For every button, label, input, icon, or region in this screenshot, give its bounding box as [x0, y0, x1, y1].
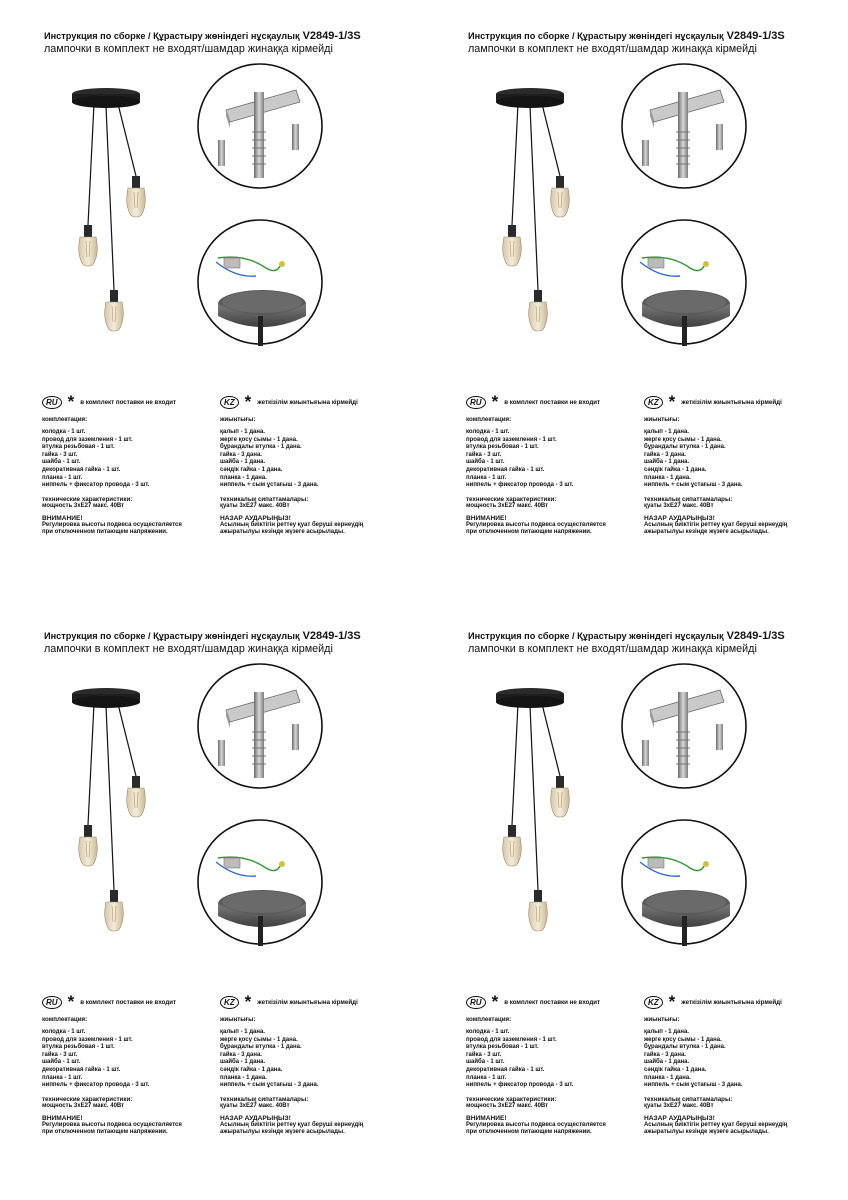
ru-warning-line: Регулировка высоты подвеса осуществляется: [466, 1121, 606, 1128]
list-item: гайка - 3 шт.: [466, 1051, 502, 1058]
list-item: планка - 1 шт.: [42, 1074, 83, 1081]
ru-kit-list: [466, 1029, 656, 1090]
list-item: ниппель + сым ұстағыш - 3 дана.: [220, 1082, 319, 1089]
ru-specs-label: технические характеристики:: [42, 1095, 133, 1103]
kz-warning-line: ажыратылуы кезінде жүзеге асырылады.: [220, 529, 345, 536]
pendant-lamp-illustration: [66, 680, 176, 940]
ru-badge: RU: [42, 396, 62, 409]
list-item: ниппель + фиксатор провода - 3 шт.: [466, 482, 574, 489]
list-item: жерге қосу сымы - 1 дана.: [644, 436, 722, 443]
kz-warning-label: НАЗАР АУДАРЫҢЫЗ!: [220, 1114, 291, 1122]
list-item: гайка - 3 дана.: [220, 1051, 262, 1058]
kz-instructions: [644, 393, 834, 537]
list-item: планка - 1 шт.: [42, 474, 83, 481]
ru-warning-label: ВНИМАНИЕ!: [466, 1114, 507, 1122]
sheet-title: Инструкция по сборке / Құрастыру жөніндегі нұсқаулық V2849-1/3S: [468, 630, 785, 642]
ru-kit-label: комплектация:: [466, 416, 512, 423]
ru-not-included-note: в комплект поставки не входит: [504, 998, 601, 1006]
kz-kit-label: жиынтығы:: [644, 1016, 680, 1023]
list-item: гайка - 3 дана.: [644, 451, 686, 458]
ru-spec-power: мощность 3хЕ27 макс. 40Вт: [466, 502, 549, 509]
sheet-subtitle: лампочки в комплект не входят/шамдар жинаққа кірмейді: [44, 43, 333, 55]
list-item: планка - 1 дана.: [220, 474, 267, 481]
list-item: колодка - 1 шт.: [42, 429, 86, 435]
kz-kit-list: [220, 429, 410, 490]
list-item: втулка резьбовая - 1 шт.: [466, 444, 539, 451]
ru-specs-label: технические характеристики:: [466, 1095, 557, 1103]
ru-instructions: [466, 993, 656, 1137]
list-item: декоративная гайка - 1 шт.: [42, 1066, 121, 1073]
list-item: жерге қосу сымы - 1 дана.: [644, 1036, 722, 1043]
asterisk-icon: *: [244, 992, 252, 1011]
ru-warning-line: при отключенном питающем напряжении.: [466, 529, 592, 536]
list-item: планка - 1 дана.: [644, 474, 691, 481]
ru-specs-label: технические характеристики:: [466, 495, 557, 503]
list-item: сәндік гайка - 1 дана.: [220, 1066, 283, 1073]
list-item: ниппель + фиксатор провода - 3 шт.: [42, 482, 150, 489]
kz-specs-label: техникалық сипаттамалары:: [644, 495, 733, 503]
ru-instructions: [466, 393, 656, 537]
kz-kit-label: жиынтығы:: [644, 416, 680, 423]
sheet-subtitle: лампочки в комплект не входят/шамдар жинаққа кірмейді: [468, 43, 757, 55]
kz-header: [220, 393, 410, 411]
kz-badge: KZ: [644, 396, 663, 409]
pendant-lamp-illustration: [490, 80, 600, 340]
list-item: провод для заземления - 1 шт.: [42, 1036, 133, 1043]
kz-badge: KZ: [644, 996, 663, 1009]
list-item: провод для заземления - 1 шт.: [466, 1036, 557, 1043]
list-item: втулка резьбовая - 1 шт.: [466, 1044, 539, 1051]
ru-spec-power: мощность 3хЕ27 макс. 40Вт: [466, 1102, 549, 1109]
kz-kit-list: [644, 1029, 834, 1090]
list-item: ниппель + сым ұстағыш - 3 дана.: [644, 1082, 743, 1089]
asterisk-icon: *: [491, 992, 499, 1011]
list-item: бұрандалы втулка - 1 дана.: [644, 444, 726, 451]
ru-warning-line: Регулировка высоты подвеса осуществляется: [466, 521, 606, 528]
ru-spec-power: мощность 3хЕ27 макс. 40Вт: [42, 502, 125, 509]
kz-warning-line: ажыратылуы кезінде жүзеге асырылады.: [220, 1129, 345, 1136]
list-item: шайба - 1 дана.: [644, 1059, 690, 1066]
asterisk-icon: *: [67, 392, 75, 411]
list-item: шайба - 1 шт.: [42, 1059, 81, 1066]
ru-warning-line: Регулировка высоты подвеса осуществляется: [42, 521, 182, 528]
list-item: колодка - 1 шт.: [42, 1029, 86, 1035]
model-number: V2849-1/3S: [726, 30, 785, 42]
list-item: қалып - 1 дана.: [644, 1029, 690, 1035]
list-item: втулка резьбовая - 1 шт.: [42, 444, 115, 451]
kz-spec-power: қуаты 3хЕ27 макс. 40Вт: [220, 502, 290, 509]
model-number: V2849-1/3S: [302, 30, 361, 42]
kz-not-included-note: жеткізілім жиынтығына кірмейді: [257, 398, 358, 406]
ru-specs-label: технические характеристики:: [42, 495, 133, 503]
ru-not-included-note: в комплект поставки не входит: [504, 398, 601, 406]
kz-warning-label: НАЗАР АУДАРЫҢЫЗ!: [220, 514, 291, 522]
ru-warning-line: при отключенном питающем напряжении.: [42, 529, 168, 536]
ru-header: [42, 993, 232, 1011]
list-item: шайба - 1 дана.: [220, 459, 266, 466]
pendant-lamp-illustration: [490, 680, 600, 940]
list-item: қалып - 1 дана.: [220, 429, 266, 435]
list-item: декоративная гайка - 1 шт.: [42, 466, 121, 473]
list-item: планка - 1 дана.: [644, 1074, 691, 1081]
ru-kit-label: комплектация:: [466, 1016, 512, 1023]
list-item: қалып - 1 дана.: [220, 1029, 266, 1035]
kz-instructions: [644, 993, 834, 1137]
ru-instructions: [42, 993, 232, 1137]
kz-warning-label: НАЗАР АУДАРЫҢЫЗ!: [644, 514, 715, 522]
kz-not-included-note: жеткізілім жиынтығына кірмейді: [257, 998, 358, 1006]
list-item: декоративная гайка - 1 шт.: [466, 1066, 545, 1073]
list-item: гайка - 3 шт.: [42, 1051, 78, 1058]
kz-badge: KZ: [220, 396, 239, 409]
list-item: қалып - 1 дана.: [644, 429, 690, 435]
sheet-subtitle: лампочки в комплект не входят/шамдар жинаққа кірмейді: [468, 643, 757, 655]
list-item: бұрандалы втулка - 1 дана.: [220, 1044, 302, 1051]
mounting-bracket-detail: [196, 662, 324, 790]
kz-warning-line: Асылның биіктігін реттеу қуат беруші кернеудің: [220, 1121, 364, 1128]
asterisk-icon: *: [67, 992, 75, 1011]
list-item: сәндік гайка - 1 дана.: [644, 1066, 707, 1073]
kz-spec-power: қуаты 3хЕ27 макс. 40Вт: [644, 502, 714, 509]
list-item: провод для заземления - 1 шт.: [42, 436, 133, 443]
list-item: декоративная гайка - 1 шт.: [466, 466, 545, 473]
list-item: шайба - 1 шт.: [466, 1059, 505, 1066]
kz-warning-line: ажыратылуы кезінде жүзеге асырылады.: [644, 1129, 769, 1136]
list-item: ниппель + фиксатор провода - 3 шт.: [466, 1082, 574, 1089]
list-item: гайка - 3 шт.: [42, 451, 78, 458]
kz-kit-list: [220, 1029, 410, 1090]
kz-not-included-note: жеткізілім жиынтығына кірмейді: [681, 998, 782, 1006]
kz-header: [644, 993, 834, 1011]
kz-warning-line: Асылның биіктігін реттеу қуат беруші кернеудің: [644, 521, 788, 528]
ru-kit-list: [466, 429, 656, 490]
kz-warning-label: НАЗАР АУДАРЫҢЫЗ!: [644, 1114, 715, 1122]
kz-instructions: [220, 393, 410, 537]
asterisk-icon: *: [244, 392, 252, 411]
ru-warning-line: при отключенном питающем напряжении.: [42, 1129, 168, 1136]
ru-kit-label: комплектация:: [42, 416, 88, 423]
sheet-title: Инструкция по сборке / Құрастыру жөніндегі нұсқаулық V2849-1/3S: [44, 30, 361, 42]
sheet-subtitle: лампочки в комплект не входят/шамдар жинаққа кірмейді: [44, 643, 333, 655]
list-item: гайка - 3 дана.: [220, 451, 262, 458]
list-item: бұрандалы втулка - 1 дана.: [220, 444, 302, 451]
ru-warning-line: при отключенном питающем напряжении.: [466, 1129, 592, 1136]
instruction-sheet: [0, 0, 424, 600]
canopy-wiring-detail: [196, 218, 324, 346]
list-item: втулка резьбовая - 1 шт.: [42, 1044, 115, 1051]
list-item: жерге қосу сымы - 1 дана.: [220, 1036, 298, 1043]
list-item: шайба - 1 шт.: [42, 459, 81, 466]
sheet-title: Инструкция по сборке / Құрастыру жөніндегі нұсқаулық V2849-1/3S: [44, 630, 361, 642]
list-item: колодка - 1 шт.: [466, 1029, 510, 1035]
model-number: V2849-1/3S: [726, 630, 785, 642]
kz-specs-label: техникалық сипаттамалары:: [220, 1095, 309, 1103]
canopy-wiring-detail: [620, 218, 748, 346]
ru-warning-label: ВНИМАНИЕ!: [42, 514, 83, 522]
kz-spec-power: қуаты 3хЕ27 макс. 40Вт: [644, 1102, 714, 1109]
list-item: ниппель + фиксатор провода - 3 шт.: [42, 1082, 150, 1089]
asterisk-icon: *: [668, 992, 676, 1011]
list-item: сәндік гайка - 1 дана.: [644, 466, 707, 473]
list-item: ниппель + сым ұстағыш - 3 дана.: [644, 482, 743, 489]
list-item: провод для заземления - 1 шт.: [466, 436, 557, 443]
ru-kit-label: комплектация:: [42, 1016, 88, 1023]
instruction-sheet: [0, 600, 424, 1200]
kz-specs-label: техникалық сипаттамалары:: [644, 1095, 733, 1103]
ru-warning-label: ВНИМАНИЕ!: [42, 1114, 83, 1122]
asterisk-icon: *: [491, 392, 499, 411]
mounting-bracket-detail: [196, 62, 324, 190]
list-item: бұрандалы втулка - 1 дана.: [644, 1044, 726, 1051]
list-item: сәндік гайка - 1 дана.: [220, 466, 283, 473]
ru-not-included-note: в комплект поставки не входит: [80, 398, 177, 406]
kz-header: [644, 393, 834, 411]
list-item: планка - 1 шт.: [466, 474, 507, 481]
list-item: шайба - 1 дана.: [644, 459, 690, 466]
mounting-bracket-detail: [620, 62, 748, 190]
ru-badge: RU: [42, 996, 62, 1009]
instruction-sheet: [424, 0, 848, 600]
instruction-sheet: [424, 600, 848, 1200]
ru-not-included-note: в комплект поставки не входит: [80, 998, 177, 1006]
kz-spec-power: қуаты 3хЕ27 макс. 40Вт: [220, 1102, 290, 1109]
list-item: жерге қосу сымы - 1 дана.: [220, 436, 298, 443]
asterisk-icon: *: [668, 392, 676, 411]
kz-warning-line: ажыратылуы кезінде жүзеге асырылады.: [644, 529, 769, 536]
ru-spec-power: мощность 3хЕ27 макс. 40Вт: [42, 1102, 125, 1109]
kz-warning-line: Асылның биіктігін реттеу қуат беруші кернеудің: [644, 1121, 788, 1128]
kz-specs-label: техникалық сипаттамалары:: [220, 495, 309, 503]
list-item: ниппель + сым ұстағыш - 3 дана.: [220, 482, 319, 489]
ru-kit-list: [42, 1029, 232, 1090]
canopy-wiring-detail: [620, 818, 748, 946]
list-item: гайка - 3 дана.: [644, 1051, 686, 1058]
ru-instructions: [42, 393, 232, 537]
kz-instructions: [220, 993, 410, 1137]
ru-badge: RU: [466, 396, 486, 409]
list-item: колодка - 1 шт.: [466, 429, 510, 435]
ru-header: [466, 393, 656, 411]
pendant-lamp-illustration: [66, 80, 176, 340]
ru-warning-label: ВНИМАНИЕ!: [466, 514, 507, 522]
ru-kit-list: [42, 429, 232, 490]
list-item: планка - 1 дана.: [220, 1074, 267, 1081]
list-item: шайба - 1 шт.: [466, 459, 505, 466]
mounting-bracket-detail: [620, 662, 748, 790]
kz-header: [220, 993, 410, 1011]
list-item: гайка - 3 шт.: [466, 451, 502, 458]
ru-warning-line: Регулировка высоты подвеса осуществляется: [42, 1121, 182, 1128]
kz-warning-line: Асылның биіктігін реттеу қуат беруші кернеудің: [220, 521, 364, 528]
kz-kit-label: жиынтығы:: [220, 416, 256, 423]
kz-not-included-note: жеткізілім жиынтығына кірмейді: [681, 398, 782, 406]
ru-header: [42, 393, 232, 411]
ru-badge: RU: [466, 996, 486, 1009]
list-item: шайба - 1 дана.: [220, 1059, 266, 1066]
list-item: планка - 1 шт.: [466, 1074, 507, 1081]
ru-header: [466, 993, 656, 1011]
kz-badge: KZ: [220, 996, 239, 1009]
kz-kit-label: жиынтығы:: [220, 1016, 256, 1023]
canopy-wiring-detail: [196, 818, 324, 946]
kz-kit-list: [644, 429, 834, 490]
model-number: V2849-1/3S: [302, 630, 361, 642]
sheet-title: Инструкция по сборке / Құрастыру жөніндегі нұсқаулық V2849-1/3S: [468, 30, 785, 42]
